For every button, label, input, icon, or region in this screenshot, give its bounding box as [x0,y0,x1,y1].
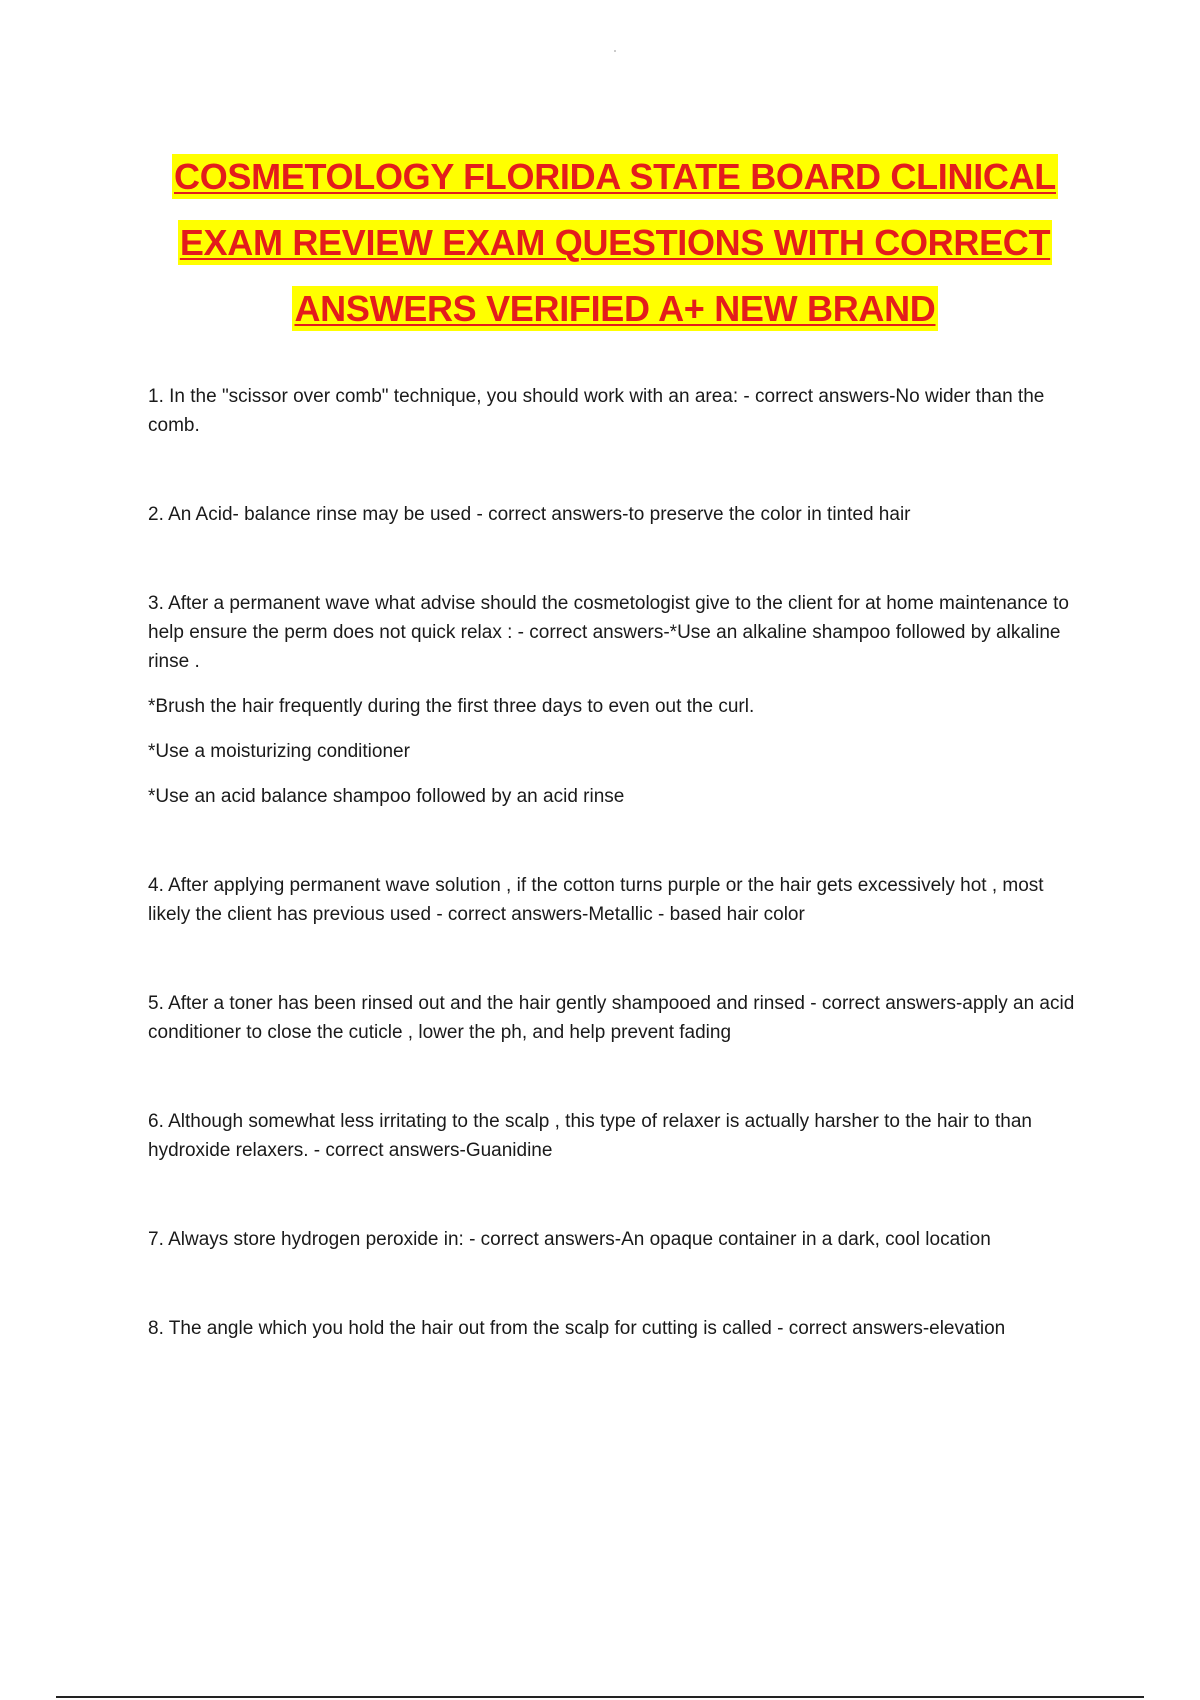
title-line-2: EXAM REVIEW EXAM QUESTIONS WITH CORRECT [179,222,1051,263]
question-2: 2. An Acid- balance rinse may be used - correct answers-to preserve the color in tinted hair [148,504,911,525]
page-mark [614,50,616,52]
question-4: 4. After applying permanent wave solution , if the cotton turns purple or the hair gets excessively hot , most likely the client has previous used - correct answers-Metallic - based hair color [148,875,1044,925]
question-list [148,382,1088,1343]
footer-divider [56,1696,1144,1698]
question-8: 8. The angle which you hold the hair out from the scalp for cutting is called - correct answers-elevation [148,1318,1006,1339]
question-3-option-1: *Brush the hair frequently during the first three days to even out the curl. [148,696,755,717]
question-5: 5. After a toner has been rinsed out and the hair gently shampooed and rinsed - correct answers-apply an acid conditioner to close the cuticle , lower the ph, and help prevent fading [148,993,1075,1043]
question-6: 6. Although somewhat less irritating to the scalp , this type of relaxer is actually harsher to the hair to than hydroxide relaxers. - correct answers-Guanidine [148,1111,1032,1161]
question-3-option-3: *Use an acid balance shampoo followed by an acid rinse [148,786,625,807]
title-line-1: COSMETOLOGY FLORIDA STATE BOARD CLINICAL [174,156,1056,197]
question-1: 1. In the "scissor over comb" technique, you should work with an area: - correct answers-No wider than the comb. [148,386,1045,436]
title-line-3: ANSWERS VERIFIED A+ NEW BRAND [294,288,936,329]
question-7: 7. Always store hydrogen peroxide in: - correct answers-An opaque container in a dark, cool location [148,1229,991,1250]
question-3-option-2: *Use a moisturizing conditioner [148,741,410,762]
document-title [130,148,1100,346]
question-3: 3. After a permanent wave what advise should the cosmetologist give to the client for at home maintenance to help ensure the perm does not quick relax : - correct answers-*Use an alkaline shampoo followed by alkaline rinse . [148,593,1069,672]
